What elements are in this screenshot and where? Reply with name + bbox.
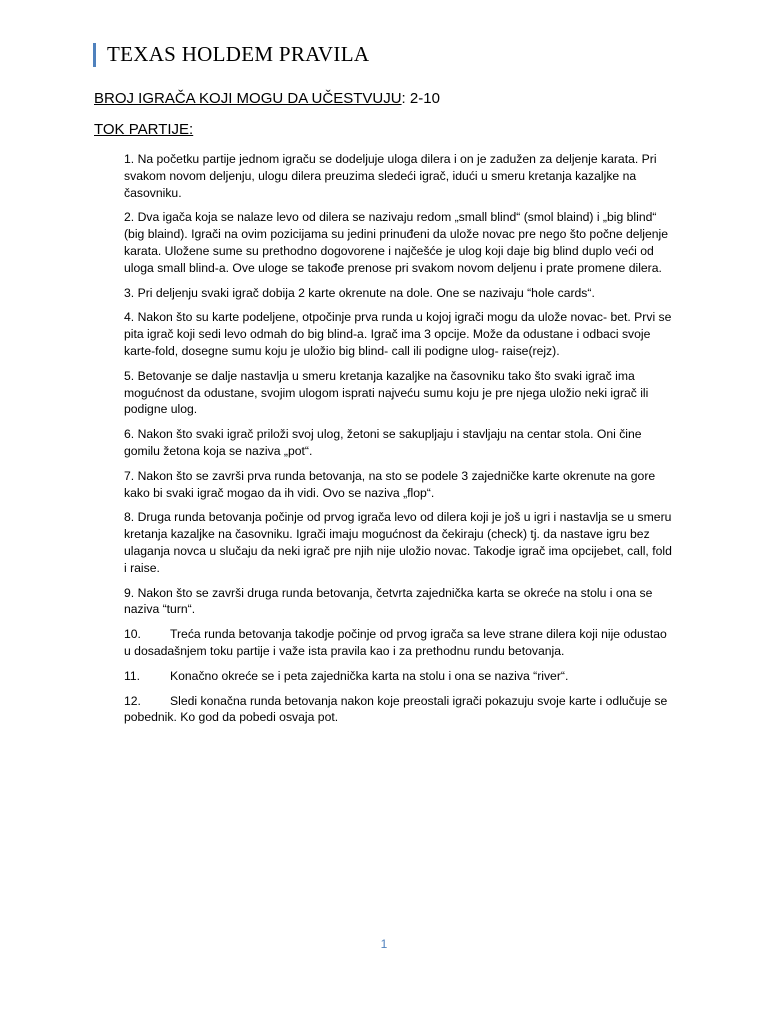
players-count-value: 2-10 [405,90,440,107]
rule-number: 7. [124,468,135,483]
players-count-separator: : [401,90,406,107]
document-title: TEXAS HOLDEM PRAVILA [107,42,370,66]
rule-text: Pri deljenju svaki igrač dobija 2 karte okrenute na dole. One se nazivaju “hole cards“. [137,285,595,300]
rule-text: Nakon što svaki igrač priloži svoj ulog, žetoni se sakupljaju i stavljaju na centar stola. Oni čine gomilu žetona koja se naziva „pot“. [124,427,642,458]
rule-text: Nakon što su karte podeljene, otpočinje prva runda u kojoj igrači mogu da ulože novac- bet. Prvi se pita igrač koji sedi levo odmah do big blind-a. Igrač ima 3 opcije. Može da odustane i odbaci svoje karte-fold, dosegne sumu koju je uložio big blind- call ili podigne ulog- raise(rejz). [124,310,672,358]
rule-number: 3. [124,285,135,300]
rule-text: Konačno okreće se i peta zajednička karta na stolu i ona se naziva “river“. [170,668,569,683]
rule-number: 12. [124,693,141,708]
rule-text: Dva igača koja se nalaze levo od dilera se nazivaju redom „small blind“ (smol blaind) i „big blind“ (big blaind). Igrači na ovim pozicijama su jedini prinuđeni da ulože novac pre nego što počne deljenje karata. Uložene sume su prethodno dogovorene i najčešće je ulog koji daje big blind duplo veći od uloga small blind-a. Ove uloge se takođe prenose pri svakom novom deljenu i prate promene dilera. [124,210,669,275]
rule-item [124,151,676,201]
rule-text: Nakon što se završi druga runda betovanja, četvrta zajednička karta se okreće na stolu i ona se naziva “turn“. [124,585,653,617]
rule-text: Treća runda betovanja takodje počinje od prvog igrača sa leve strane dilera koji nije odustao u dosadašnjem toku partije i važe ista pravila kao i za prethodnu rundu betovanja. [124,627,667,658]
rule-number: 10. [124,627,141,642]
rule-number: 11. [124,668,141,683]
rule-item [124,368,676,418]
rule-item [124,209,676,276]
rule-number: 8. [124,510,135,525]
players-count-line [94,90,440,107]
rule-number: 6. [124,427,135,442]
rule-text: Druga runda betovanja počinje od prvog igrača levo od dilera koji je još u igri i nastavlja se u smeru kretanja kazaljke na časovniku. Igrači imaju mogućnost da čekiraju (check) tj. da nastave igru bez ulaganja novca u slučaju da neki igrač pre njih nije uložio novac. Takodje igrač ima opcijebet, call, fold i raise. [124,510,672,575]
rule-item [124,468,676,502]
players-count-label: BROJ IGRAČA KOJI MOGU DA UČESTVUJU [94,90,402,107]
rule-text: Na početku partije jednom igraču se dodeljuje uloga dilera i on je zadužen za deljenje karata. Pri svakom novom deljenju, ulogu dilera preuzima sledeći igrač, idući u smeru kretanja kazaljke na časovniku. [124,152,657,200]
rule-item [124,509,676,576]
title-accent-bar [93,43,96,67]
rule-text: Sledi konačna runda betovanja nakon koje preostali igrači pokazuju svoje karte i odlučuje se pobednik. Ko god da pobedi osvaja pot. [124,693,668,725]
game-flow-heading: TOK PARTIJE: [94,121,194,138]
rule-number: 9. [124,585,135,600]
rules-list [124,151,676,734]
rule-item [124,426,676,460]
rule-item [124,309,676,359]
rule-text: Nakon što se završi prva runda betovanja, na sto se podele 3 zajedničke karte okrenute na gore kako bi svaki igrač mogao da ih vidi. Ovo se naziva „flop“. [124,468,656,500]
rule-item [124,626,676,660]
rule-item [124,285,676,302]
rule-number: 1. [124,152,135,166]
rule-item [124,693,676,727]
rule-number: 2. [124,210,135,225]
page-number: 1 [380,937,388,951]
rule-item [124,585,676,619]
rule-text: Betovanje se dalje nastavlja u smeru kretanja kazaljke na časovniku tako što svaki igrač ima mogućnost da odustane, svojim ulogom isprati najveću sumu koju je pre njega uložio neki igrač ili podigne ulog. [124,368,649,417]
rule-item [124,668,676,685]
rule-number: 4. [124,310,135,325]
rule-number: 5. [124,368,135,383]
